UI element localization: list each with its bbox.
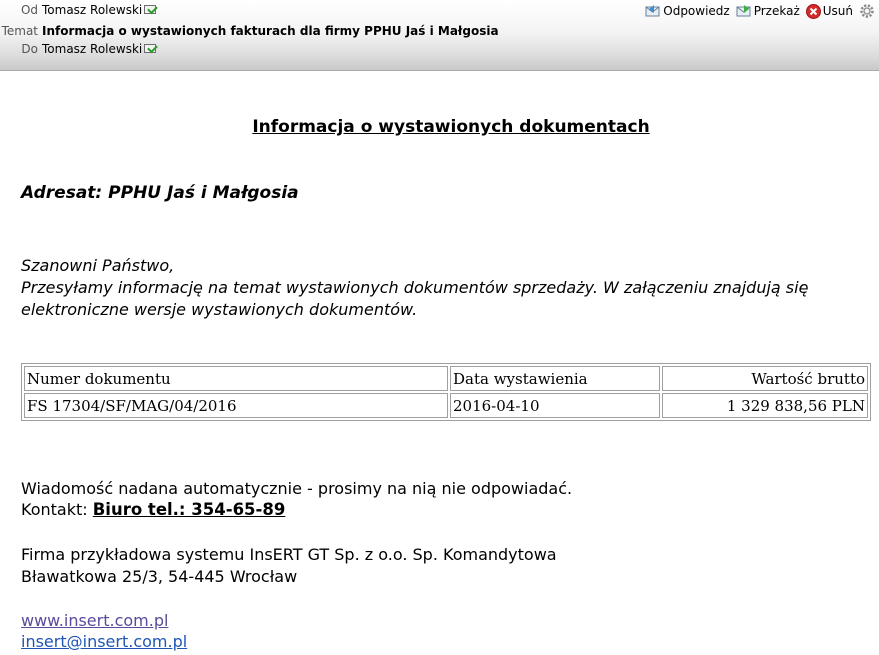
header-issue-date: Data wystawienia [450,366,660,391]
company-name: Firma przykładowa systemu InsERT GT Sp. z o.o. Sp. Komandytowa [21,545,557,564]
contact-phone: Biuro tel.: 354-65-89 [92,500,286,519]
delete-button[interactable] [806,4,853,19]
website-link[interactable]: www.insert.com.pl [21,611,169,630]
email-link[interactable]: insert@insert.com.pl [21,632,188,651]
message-header [0,0,879,71]
gear-icon [859,3,875,19]
auto-note: Wiadomość nadana automatycznie - prosimy na nią nie odpowiadać. [21,479,573,498]
subject-value: Informacja o wystawionych fakturach dla firmy PPHU Jaś i Małgosia [42,24,499,38]
message-body [21,255,871,321]
forward-icon [736,4,752,18]
documents-table [21,363,871,421]
cell-gross-value: 1 329 838,56 PLN [662,393,868,418]
company-address: Bławatkowa 25/3, 54-445 Wrocław [21,567,298,586]
subject-label: Temat [1,24,38,38]
contact-label: Kontakt: [21,500,88,519]
cell-issue-date: 2016-04-10 [450,393,660,418]
addressee: Adresat: PPHU Jaś i Małgosia [21,183,299,203]
message-actions [645,2,879,20]
delete-label[interactable]: Usuń [822,4,853,18]
greeting: Szanowni Państwo, [21,256,175,275]
to-value[interactable] [42,40,158,58]
forward-button[interactable] [736,4,800,18]
settings-button[interactable] [859,3,877,19]
reply-button[interactable] [645,4,729,18]
contact-line [21,499,285,520]
contact-card-icon[interactable] [144,44,158,54]
header-document-number: Numer dokumentu [24,366,448,391]
cell-document-number: FS 17304/SF/MAG/04/2016 [24,393,448,418]
reply-icon [645,4,661,18]
header-gross-value: Wartość brutto [662,366,868,391]
table-header-row [24,366,868,391]
from-value[interactable] [42,1,158,19]
reply-label[interactable]: Odpowiedz [663,4,730,18]
from-label: Od [20,3,38,17]
contact-card-icon[interactable] [144,5,158,15]
forward-label[interactable]: Przekaż [753,4,800,18]
body-text: Przesyłamy informację na temat wystawionych dokumentów sprzedaży. W załączeniu znajdują się elektroniczne wersje wystawionych dokumentów. [21,278,809,319]
to-label: Do [21,42,38,56]
document-title: Informacja o wystawionych dokumentach [252,117,650,137]
delete-icon [806,4,821,19]
from-name[interactable]: Tomasz Rolewski [42,3,143,17]
table-row [24,393,868,418]
to-name[interactable]: Tomasz Rolewski [42,42,143,56]
